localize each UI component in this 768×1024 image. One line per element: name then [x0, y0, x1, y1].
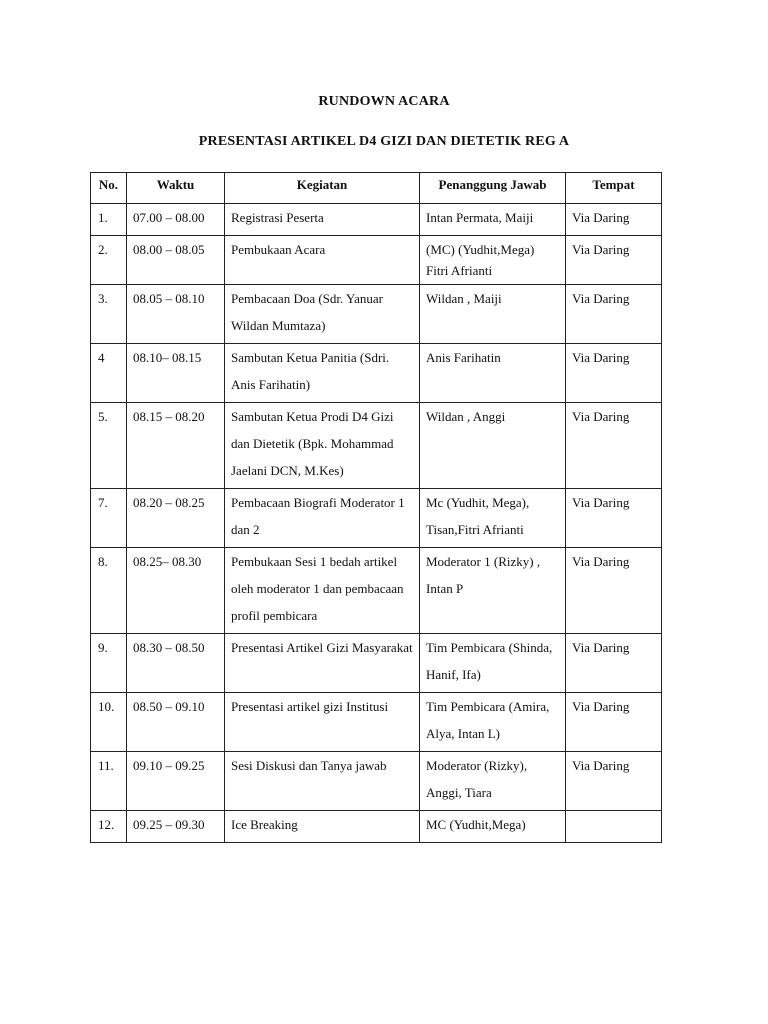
cell-no: 8.: [91, 548, 127, 634]
header-kegiatan: Kegiatan: [225, 173, 420, 204]
cell-penanggung-jawab: Moderator (Rizky), Anggi, Tiara: [420, 752, 566, 811]
table-row: [91, 403, 662, 489]
header-no: No.: [91, 173, 127, 204]
table-row: [91, 489, 662, 548]
table-row: [91, 548, 662, 634]
cell-penanggung-jawab: Anis Farihatin: [420, 344, 566, 403]
cell-tempat: Via Daring: [566, 693, 662, 752]
cell-kegiatan: Pembukaan Sesi 1 bedah artikel oleh moderator 1 dan pembacaan profil pembicara: [225, 548, 420, 634]
cell-kegiatan: Ice Breaking: [225, 811, 420, 843]
cell-tempat: Via Daring: [566, 204, 662, 236]
cell-kegiatan: Pembacaan Biografi Moderator 1 dan 2: [225, 489, 420, 548]
cell-tempat: Via Daring: [566, 548, 662, 634]
cell-no: 3.: [91, 285, 127, 344]
cell-waktu: 08.00 – 08.05: [127, 236, 225, 285]
cell-no: 2.: [91, 236, 127, 285]
cell-no: 10.: [91, 693, 127, 752]
cell-no: 1.: [91, 204, 127, 236]
cell-waktu: 08.15 – 08.20: [127, 403, 225, 489]
cell-penanggung-jawab: Wildan , Anggi: [420, 403, 566, 489]
table-body: [91, 204, 662, 843]
rundown-table: [90, 172, 662, 843]
table-row: [91, 811, 662, 843]
cell-penanggung-jawab: Tim Pembicara (Shinda, Hanif, Ifa): [420, 634, 566, 693]
cell-waktu: 08.25– 08.30: [127, 548, 225, 634]
cell-penanggung-jawab: Moderator 1 (Rizky) , Intan P: [420, 548, 566, 634]
document-title: RUNDOWN ACARA: [318, 94, 450, 109]
cell-tempat: Via Daring: [566, 236, 662, 285]
cell-penanggung-jawab: Tim Pembicara (Amira, Alya, Intan L): [420, 693, 566, 752]
cell-tempat: [566, 811, 662, 843]
cell-kegiatan: Sambutan Ketua Panitia (Sdri. Anis Farihatin): [225, 344, 420, 403]
table-row: [91, 285, 662, 344]
table-row: [91, 236, 662, 285]
cell-waktu: 09.10 – 09.25: [127, 752, 225, 811]
cell-no: 9.: [91, 634, 127, 693]
table-row: [91, 344, 662, 403]
header-tempat: Tempat: [566, 173, 662, 204]
cell-tempat: Via Daring: [566, 489, 662, 548]
cell-kegiatan: Sesi Diskusi dan Tanya jawab: [225, 752, 420, 811]
cell-no: 4: [91, 344, 127, 403]
header-penanggung-jawab: Penanggung Jawab: [420, 173, 566, 204]
header-row: [91, 173, 662, 204]
cell-tempat: Via Daring: [566, 344, 662, 403]
table-row: [91, 204, 662, 236]
cell-waktu: 08.10– 08.15: [127, 344, 225, 403]
document-subtitle: PRESENTASI ARTIKEL D4 GIZI DAN DIETETIK REG A: [198, 134, 570, 149]
cell-tempat: Via Daring: [566, 634, 662, 693]
cell-penanggung-jawab: Wildan , Maiji: [420, 285, 566, 344]
cell-no: 7.: [91, 489, 127, 548]
cell-waktu: 08.05 – 08.10: [127, 285, 225, 344]
cell-penanggung-jawab: Intan Permata, Maiji: [420, 204, 566, 236]
cell-waktu: 08.20 – 08.25: [127, 489, 225, 548]
cell-kegiatan: Pembacaan Doa (Sdr. Yanuar Wildan Mumtaza): [225, 285, 420, 344]
table-row: [91, 693, 662, 752]
cell-waktu: 08.50 – 09.10: [127, 693, 225, 752]
table-row: [91, 752, 662, 811]
cell-penanggung-jawab: (MC) (Yudhit,Mega) Fitri Afrianti: [420, 236, 566, 285]
table-row: [91, 634, 662, 693]
cell-kegiatan: Pembukaan Acara: [225, 236, 420, 285]
cell-kegiatan: Presentasi Artikel Gizi Masyarakat: [225, 634, 420, 693]
cell-waktu: 09.25 – 09.30: [127, 811, 225, 843]
cell-no: 5.: [91, 403, 127, 489]
cell-tempat: Via Daring: [566, 285, 662, 344]
cell-penanggung-jawab: MC (Yudhit,Mega): [420, 811, 566, 843]
header-waktu: Waktu: [127, 173, 225, 204]
cell-kegiatan: Sambutan Ketua Prodi D4 Gizi dan Dietetik (Bpk. Mohammad Jaelani DCN, M.Kes): [225, 403, 420, 489]
cell-no: 12.: [91, 811, 127, 843]
cell-tempat: Via Daring: [566, 752, 662, 811]
table-header: [91, 173, 662, 204]
cell-waktu: 08.30 – 08.50: [127, 634, 225, 693]
cell-kegiatan: Registrasi Peserta: [225, 204, 420, 236]
cell-kegiatan: Presentasi artikel gizi Institusi: [225, 693, 420, 752]
cell-tempat: Via Daring: [566, 403, 662, 489]
cell-no: 11.: [91, 752, 127, 811]
cell-waktu: 07.00 – 08.00: [127, 204, 225, 236]
cell-penanggung-jawab: Mc (Yudhit, Mega), Tisan,Fitri Afrianti: [420, 489, 566, 548]
